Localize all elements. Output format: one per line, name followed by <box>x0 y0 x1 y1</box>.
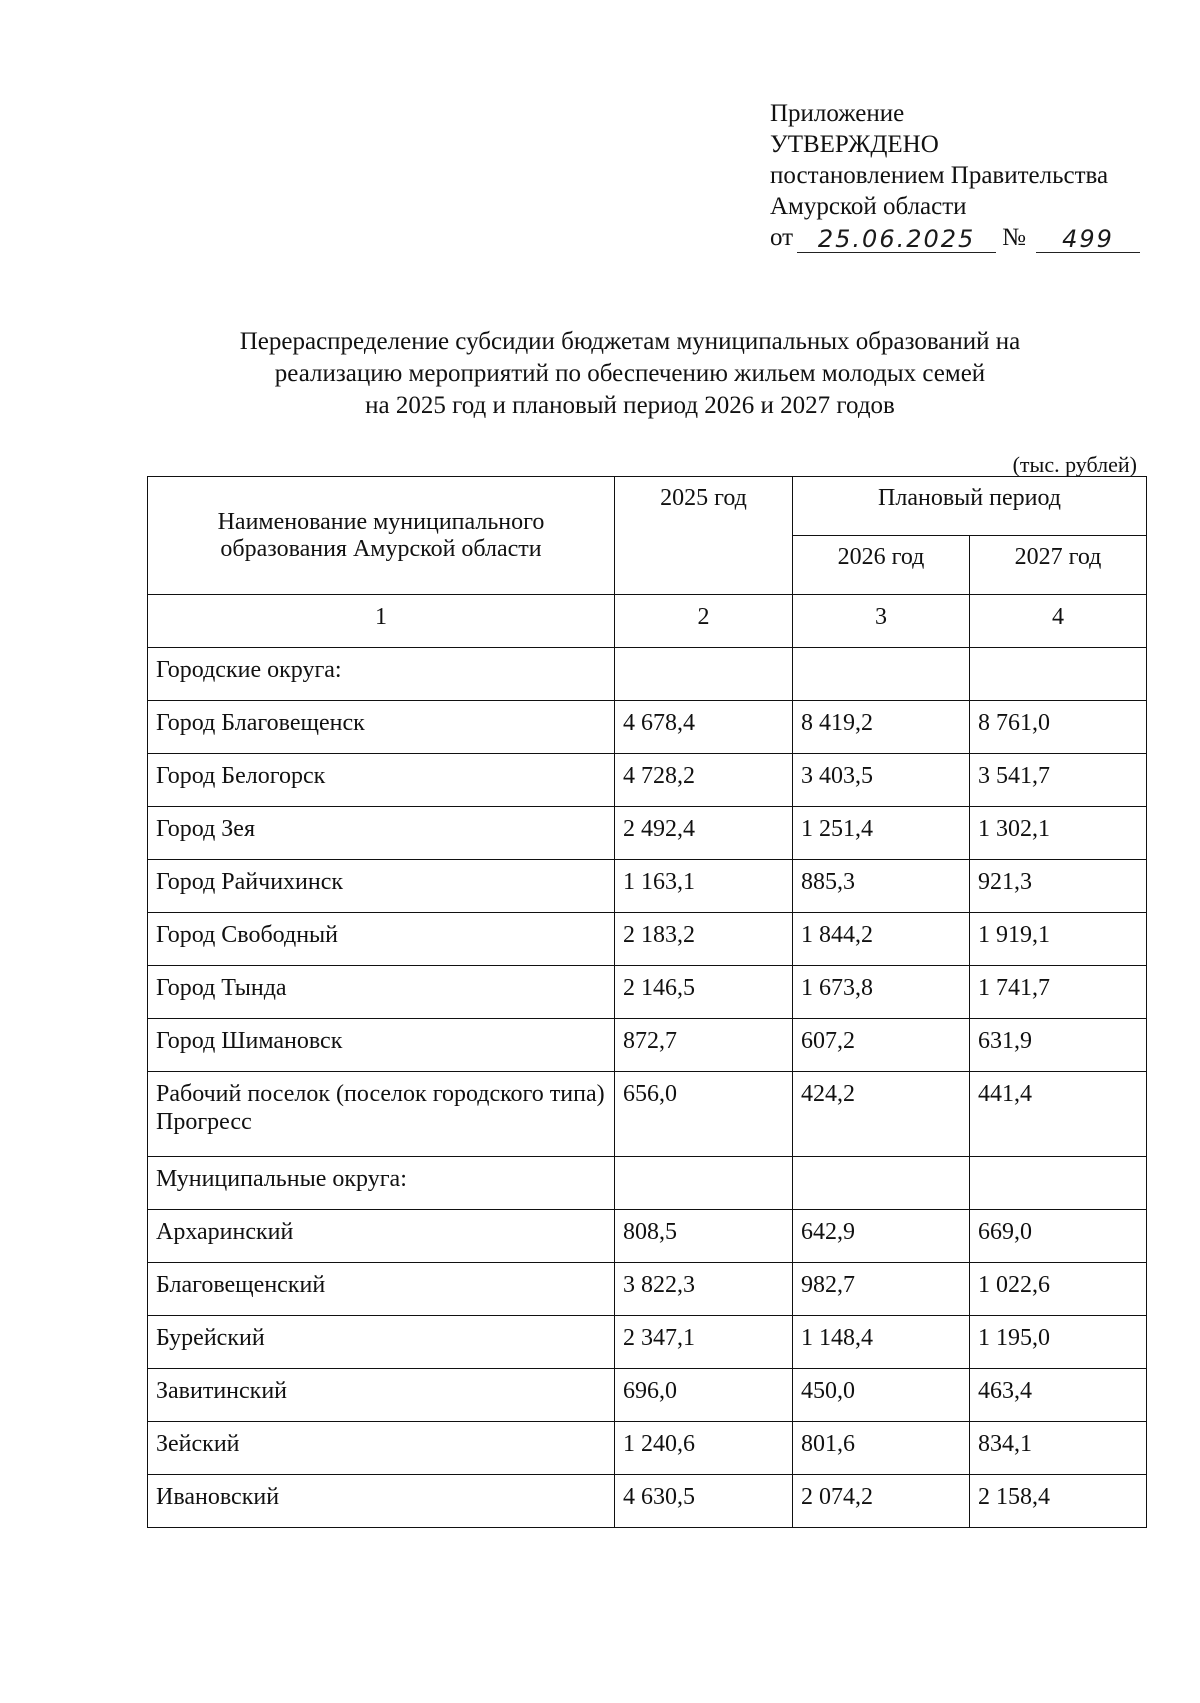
row-name: Завитинский <box>148 1369 615 1422</box>
value-2025: 656,0 <box>615 1072 793 1157</box>
column-number: 3 <box>793 595 970 648</box>
table-row <box>148 860 1147 913</box>
resolution-label: постановлением Правительства <box>770 162 1109 189</box>
value-2027 <box>970 1157 1147 1210</box>
value-2025: 4 728,2 <box>615 754 793 807</box>
value-2026: 1 148,4 <box>793 1316 970 1369</box>
value-2026: 801,6 <box>793 1422 970 1475</box>
column-number: 1 <box>148 595 615 648</box>
approval-block <box>770 98 1140 253</box>
value-2025: 1 240,6 <box>615 1422 793 1475</box>
column-number: 4 <box>970 595 1147 648</box>
handwritten-number: 499 <box>1036 226 1140 253</box>
value-2025: 808,5 <box>615 1210 793 1263</box>
table-row <box>148 701 1147 754</box>
value-2026: 450,0 <box>793 1369 970 1422</box>
value-2025: 2 183,2 <box>615 913 793 966</box>
subsidy-table <box>147 476 1147 1528</box>
value-2026: 1 673,8 <box>793 966 970 1019</box>
row-name: Рабочий поселок (поселок городского типа) Прогресс <box>148 1072 615 1157</box>
row-name: Город Свободный <box>148 913 615 966</box>
date-number-line <box>770 222 1140 253</box>
appendix-label: Приложение <box>770 100 905 127</box>
table-row <box>148 1157 1147 1210</box>
title-line-2: реализацию мероприятий по обеспечению жильем молодых семей <box>274 360 986 387</box>
row-name: Город Белогорск <box>148 754 615 807</box>
value-2027: 3 541,7 <box>970 754 1147 807</box>
value-2027: 1 302,1 <box>970 807 1147 860</box>
value-2025: 2 492,4 <box>615 807 793 860</box>
value-2027: 1 195,0 <box>970 1316 1147 1369</box>
row-name: Городские округа: <box>148 648 615 701</box>
units-label: (тыс. рублей) <box>1012 452 1137 477</box>
value-2025 <box>615 648 793 701</box>
table-row <box>148 913 1147 966</box>
value-2026 <box>793 1157 970 1210</box>
value-2027: 463,4 <box>970 1369 1147 1422</box>
row-name: Ивановский <box>148 1475 615 1528</box>
value-2027: 441,4 <box>970 1072 1147 1157</box>
table-row <box>148 1072 1147 1157</box>
value-2025: 696,0 <box>615 1369 793 1422</box>
value-2025 <box>615 1157 793 1210</box>
value-2025: 2 347,1 <box>615 1316 793 1369</box>
table-row <box>148 754 1147 807</box>
row-name: Город Райчихинск <box>148 860 615 913</box>
value-2027: 1 022,6 <box>970 1263 1147 1316</box>
value-2026: 1 844,2 <box>793 913 970 966</box>
value-2027: 669,0 <box>970 1210 1147 1263</box>
from-label: от <box>770 224 794 251</box>
value-2026: 607,2 <box>793 1019 970 1072</box>
column-number: 2 <box>615 595 793 648</box>
value-2027: 2 158,4 <box>970 1475 1147 1528</box>
value-2026: 885,3 <box>793 860 970 913</box>
table-row <box>148 1210 1147 1263</box>
value-2027 <box>970 648 1147 701</box>
title-line-1: Перераспределение субсидии бюджетам муниципальных образований на <box>239 328 1021 355</box>
row-name: Город Зея <box>148 807 615 860</box>
row-name: Город Шимановск <box>148 1019 615 1072</box>
value-2026: 3 403,5 <box>793 754 970 807</box>
value-2026: 1 251,4 <box>793 807 970 860</box>
value-2026: 2 074,2 <box>793 1475 970 1528</box>
value-2025: 872,7 <box>615 1019 793 1072</box>
header-planned-period: Плановый период <box>793 477 1147 536</box>
value-2027: 921,3 <box>970 860 1147 913</box>
value-2025: 3 822,3 <box>615 1263 793 1316</box>
value-2025: 2 146,5 <box>615 966 793 1019</box>
table-row <box>148 1369 1147 1422</box>
table-row <box>148 1422 1147 1475</box>
value-2027: 631,9 <box>970 1019 1147 1072</box>
number-label: № <box>1002 224 1026 251</box>
value-2027: 1 741,7 <box>970 966 1147 1019</box>
table-row <box>148 1475 1147 1528</box>
row-name: Город Тында <box>148 966 615 1019</box>
value-2025: 4 678,4 <box>615 701 793 754</box>
value-2027: 8 761,0 <box>970 701 1147 754</box>
value-2027: 1 919,1 <box>970 913 1147 966</box>
value-2026: 642,9 <box>793 1210 970 1263</box>
table-row <box>148 1019 1147 1072</box>
value-2026 <box>793 648 970 701</box>
approved-label: УТВЕРЖДЕНО <box>770 131 939 158</box>
row-name: Город Благовещенск <box>148 701 615 754</box>
row-name: Бурейский <box>148 1316 615 1369</box>
document-title <box>150 326 1110 422</box>
table-row <box>148 966 1147 1019</box>
value-2025: 4 630,5 <box>615 1475 793 1528</box>
row-name: Благовещенский <box>148 1263 615 1316</box>
header-name: Наименование муниципального образования Амурской области <box>148 477 615 595</box>
value-2027: 834,1 <box>970 1422 1147 1475</box>
table-row <box>148 1316 1147 1369</box>
region-label: Амурской области <box>770 193 967 220</box>
header-2025: 2025 год <box>615 477 793 595</box>
value-2026: 424,2 <box>793 1072 970 1157</box>
handwritten-date: 25.06.2025 <box>797 226 996 253</box>
table-row <box>148 1263 1147 1316</box>
value-2026: 982,7 <box>793 1263 970 1316</box>
table-row <box>148 807 1147 860</box>
row-name: Муниципальные округа: <box>148 1157 615 1210</box>
value-2026: 8 419,2 <box>793 701 970 754</box>
header-2026: 2026 год <box>793 536 970 595</box>
row-name: Архаринский <box>148 1210 615 1263</box>
title-line-3: на 2025 год и плановый период 2026 и 2027 годов <box>365 392 895 419</box>
row-name: Зейский <box>148 1422 615 1475</box>
header-2027: 2027 год <box>970 536 1147 595</box>
value-2025: 1 163,1 <box>615 860 793 913</box>
table-row <box>148 648 1147 701</box>
